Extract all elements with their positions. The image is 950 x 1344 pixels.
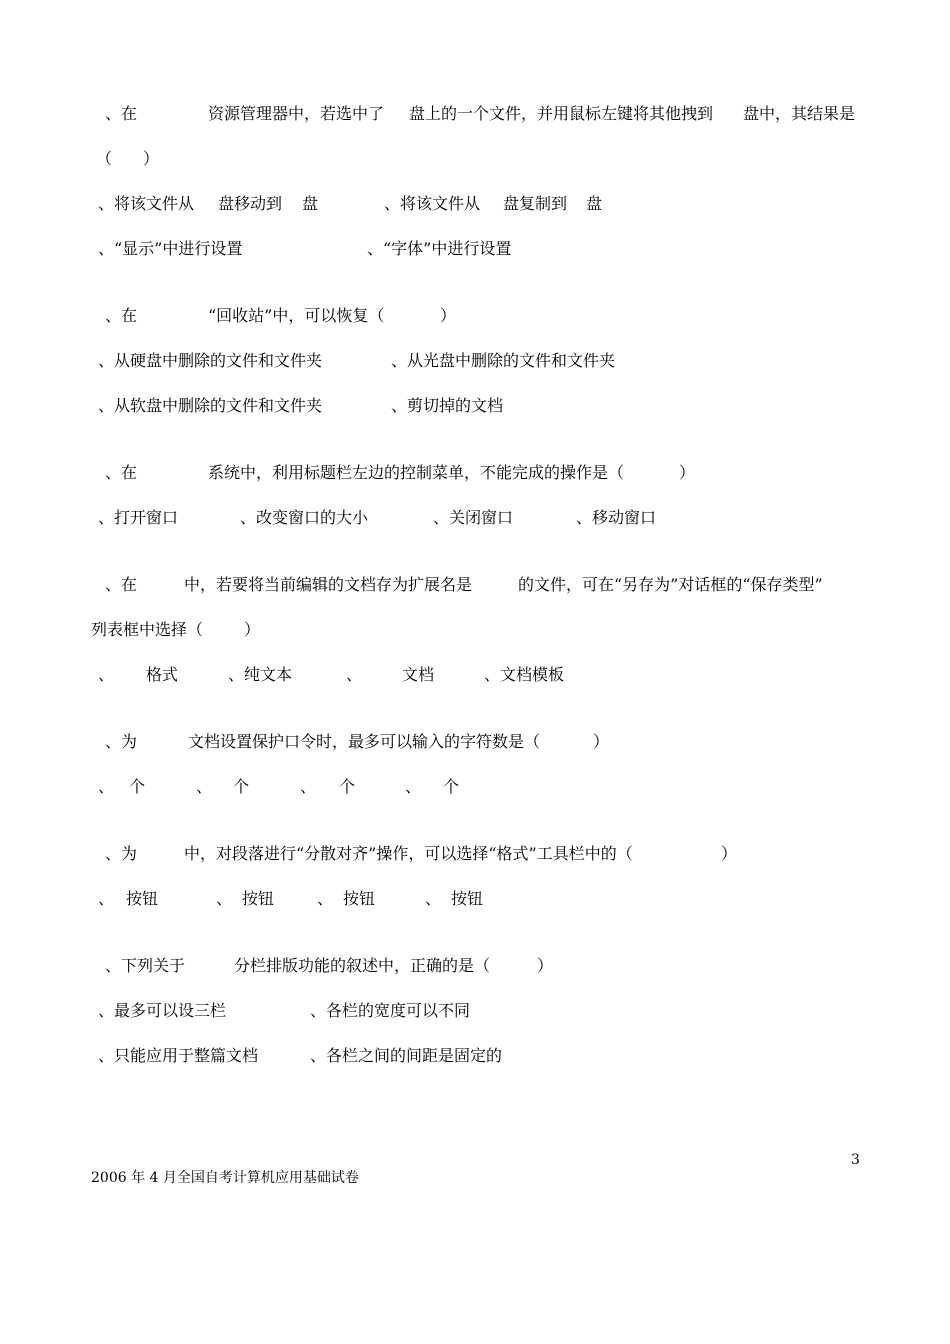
- option: 、将该文件从: [384, 194, 481, 213]
- option: 、从光盘中删除的文件和文件夹: [391, 351, 616, 370]
- option: 、将该文件从: [98, 194, 195, 213]
- option: 个: [129, 777, 146, 796]
- option: 、: [196, 777, 213, 796]
- option: 、: [98, 777, 115, 796]
- option: 、从硬盘中删除的文件和文件夹: [98, 351, 323, 370]
- question-stem: 系统中，利用标题栏左边的控制菜单，不能完成的操作是（: [208, 463, 625, 482]
- option: 、: [98, 665, 115, 684]
- option: 、: [216, 889, 233, 908]
- option: 、只能应用于整篇文档: [98, 1046, 259, 1065]
- option: 、移动窗口: [576, 508, 657, 527]
- option: 按钮: [242, 889, 275, 908]
- question-stem: 盘中，其结果是: [743, 104, 856, 123]
- option: 、: [425, 889, 442, 908]
- question-stem: 中，若要将当前编辑的文档存为扩展名是: [184, 575, 473, 594]
- option: 盘复制到: [503, 194, 568, 213]
- option: 个: [233, 777, 250, 796]
- option: 格式: [146, 665, 179, 684]
- question-stem: 中，对段落进行“分散对齐”操作，可以选择“格式”工具栏中的（: [184, 844, 633, 863]
- option: 、各栏之间的间距是固定的: [310, 1046, 503, 1065]
- question-stem: 文档设置保护口令时，最多可以输入的字符数是（: [188, 732, 541, 751]
- answer-blank: ）: [721, 844, 738, 863]
- option: 、关闭窗口: [433, 508, 514, 527]
- option: 按钮: [451, 889, 484, 908]
- option: 、文档模板: [484, 665, 565, 684]
- option: 、“字体”中进行设置: [367, 239, 512, 258]
- option: 、纯文本: [228, 665, 293, 684]
- option: 、最多可以设三栏: [98, 1001, 227, 1020]
- answer-blank: （: [96, 149, 113, 168]
- question-stem: 、在: [105, 306, 138, 325]
- question-stem: 的文件，可在“另存为”对话框的“保存类型”: [518, 575, 823, 594]
- question-stem: 、为: [105, 732, 138, 751]
- option: 、从软盘中删除的文件和文件夹: [98, 396, 323, 415]
- option: 盘: [586, 194, 603, 213]
- option: 盘移动到: [218, 194, 283, 213]
- question-stem: 分栏排版功能的叙述中，正确的是（: [234, 956, 491, 975]
- question-stem: 、在: [105, 104, 138, 123]
- option: 、“显示”中进行设置: [98, 239, 243, 258]
- answer-blank: ）: [679, 463, 696, 482]
- option: 、: [317, 889, 334, 908]
- option: 按钮: [343, 889, 376, 908]
- option: 文档: [402, 665, 435, 684]
- answer-blank: ）: [244, 620, 261, 639]
- question-stem: 、在: [105, 575, 138, 594]
- answer-blank: ）: [537, 956, 554, 975]
- option: 、: [346, 665, 363, 684]
- option: 、: [405, 777, 422, 796]
- question-stem: 、下列关于: [105, 956, 186, 975]
- page-number: 3: [851, 1152, 860, 1168]
- option: 盘: [302, 194, 319, 213]
- answer-blank: ）: [440, 306, 457, 325]
- question-stem: 、在: [105, 463, 138, 482]
- option: 、改变窗口的大小: [240, 508, 369, 527]
- option: 、打开窗口: [98, 508, 179, 527]
- question-stem: 盘上的一个文件，并用鼠标左键将其他拽到: [409, 104, 714, 123]
- option: 、: [300, 777, 317, 796]
- footer-title: 2006 年 4 月全国自考计算机应用基础试卷: [91, 1170, 359, 1186]
- question-stem: 资源管理器中，若选中了: [208, 104, 385, 123]
- question-stem: “回收站”中，可以恢复（: [208, 306, 385, 325]
- option: 、各栏的宽度可以不同: [310, 1001, 471, 1020]
- option: 、: [98, 889, 115, 908]
- question-stem: 、为: [105, 844, 138, 863]
- option: 个: [443, 777, 460, 796]
- option: 、剪切掉的文档: [391, 396, 504, 415]
- answer-blank: ）: [593, 732, 610, 751]
- option: 按钮: [126, 889, 159, 908]
- question-stem: 列表框中选择（: [91, 620, 204, 639]
- option: 个: [339, 777, 356, 796]
- answer-blank: ）: [143, 149, 160, 168]
